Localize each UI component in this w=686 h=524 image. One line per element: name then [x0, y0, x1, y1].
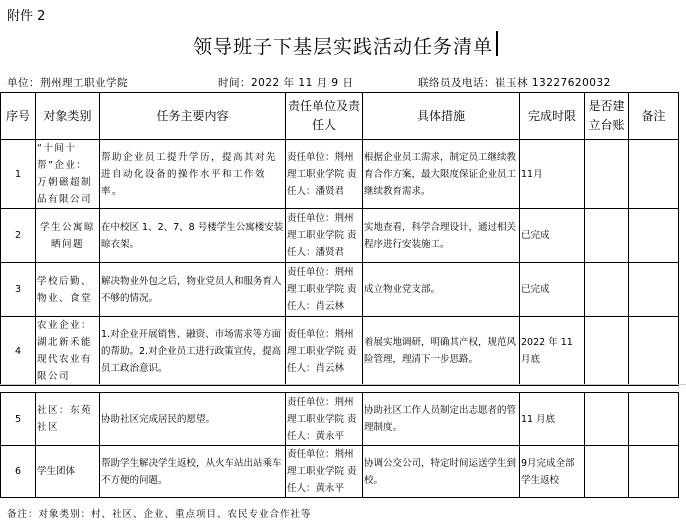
footnote: 备注：对象类别：村、社区、企业、重点项目、农民专业合作社等	[7, 509, 312, 520]
cell-measure: 成立物业党支部。	[363, 263, 520, 317]
time-info: 时间：2022 年 11 月 9 日	[218, 77, 354, 89]
cell-remark	[629, 317, 679, 386]
contact-info: 联络员及电话：崔玉林 13227620032	[418, 77, 611, 89]
cell-ledger	[585, 209, 629, 263]
cell-ledger	[585, 317, 629, 386]
cell-measure: 协调公交公司，特定时间运送学生到校。	[363, 446, 520, 498]
cell-remark	[629, 140, 679, 209]
cell-content: 帮助企业员工提升学历，提高其对先进自动化设备的操作水平和工作效率。	[100, 140, 286, 209]
cell-target: 学生团体	[36, 446, 100, 498]
header-cell: 对象类别	[36, 93, 100, 140]
cell-remark	[629, 393, 679, 446]
cell-deadline: 11 月底	[520, 393, 585, 446]
cell-no: 3	[1, 263, 36, 317]
header-cell: 是否建立台账	[585, 93, 629, 140]
cell-measure: 着展实地调研，明确其产权，规范风险管理，理清下一步思路。	[363, 317, 520, 386]
cell-resp: 责任单位：荆州理工职业学院 责任人：黄永平	[286, 393, 363, 446]
cell-target: 学校后勤、物业、食堂	[36, 263, 100, 317]
cell-remark	[629, 263, 679, 317]
cell-measure: 根据企业员工需求，制定员工继续教育合作方案，最大限度保证企业员工继续教育需求。	[363, 140, 520, 209]
cell-remark	[629, 446, 679, 498]
cell-ledger	[585, 263, 629, 317]
cell-resp: 责任单位：荆州理工职业学院 责任人：潘贤君	[286, 209, 363, 263]
cell-target: 学生公寓晾晒问题	[36, 209, 100, 263]
cell-no: 1	[1, 140, 36, 209]
cell-ledger	[585, 393, 629, 446]
cell-no: 2	[1, 209, 36, 263]
table-row	[1, 209, 679, 263]
cell-measure: 协助社区工作人员制定出志愿者的管理制度。	[363, 393, 520, 446]
cell-deadline: 9月完成全部学生返校	[520, 446, 585, 498]
header-cell: 具体措施	[363, 93, 520, 140]
cell-content: 在中校区 1、2、7、8 号楼学生公寓楼安装晾衣架。	[100, 209, 286, 263]
cell-target: 社区：东苑社区	[36, 393, 100, 446]
page-title: 领导班子下基层实践活动任务清单	[192, 36, 493, 58]
task-table-continued	[0, 392, 679, 498]
cell-deadline: 11月	[520, 140, 585, 209]
cell-deadline: 已完成	[520, 263, 585, 317]
cell-content: 解决物业外包之后，物业党员人和服务育人不够的情况。	[100, 263, 286, 317]
attachment-label: 附件 2	[7, 9, 46, 24]
header-cell: 完成时限	[520, 93, 585, 140]
table-row	[1, 446, 679, 498]
cell-content: 1.对企业开展销售、融资、市场需求等方面的帮助。2.对企业员工进行政策宣传，提高员工政治意识。	[100, 317, 286, 386]
cell-content: 协助社区完成居民的愿望。	[100, 393, 286, 446]
header-cell: 备注	[629, 93, 679, 140]
cell-target: “十间十帮”企业：万朝磁超制品有限公司	[36, 140, 100, 209]
table-header-row	[1, 93, 679, 140]
cell-target: 农业企业：湖北新禾能现代农业有限公司	[36, 317, 100, 386]
cell-resp: 责任单位：荆州理工职业学院 责任人：黄永平	[286, 446, 363, 498]
cell-remark	[629, 209, 679, 263]
table-row	[1, 263, 679, 317]
cell-deadline: 2022 年 11 月底	[520, 317, 585, 386]
cell-deadline: 已完成	[520, 209, 585, 263]
cell-no: 4	[1, 317, 36, 386]
cell-ledger	[585, 140, 629, 209]
cell-ledger	[585, 446, 629, 498]
table-row	[1, 317, 679, 386]
header-cell: 任务主要内容	[100, 93, 286, 140]
text-cursor	[496, 31, 498, 56]
unit-info: 单位：荆州理工职业学院	[7, 77, 128, 89]
cell-content: 帮助学生解决学生返校，从火车站出站乘车不方便的问题。	[100, 446, 286, 498]
cell-no: 5	[1, 393, 36, 446]
header-cell: 责任单位及责任人	[286, 93, 363, 140]
task-table	[0, 92, 679, 386]
header-cell: 序号	[1, 93, 36, 140]
cell-resp: 责任单位：荆州理工职业学院 责任人：潘贤君	[286, 140, 363, 209]
cell-no: 6	[1, 446, 36, 498]
cell-measure: 实地查看，科学合理设计，通过相关程序进行安装施工。	[363, 209, 520, 263]
table-row	[1, 140, 679, 209]
table-row	[1, 393, 679, 446]
cell-resp: 责任单位：荆州理工职业学院 责任人：肖云林	[286, 263, 363, 317]
cell-resp: 责任单位：荆州理工职业学院 责任人：肖云林	[286, 317, 363, 386]
